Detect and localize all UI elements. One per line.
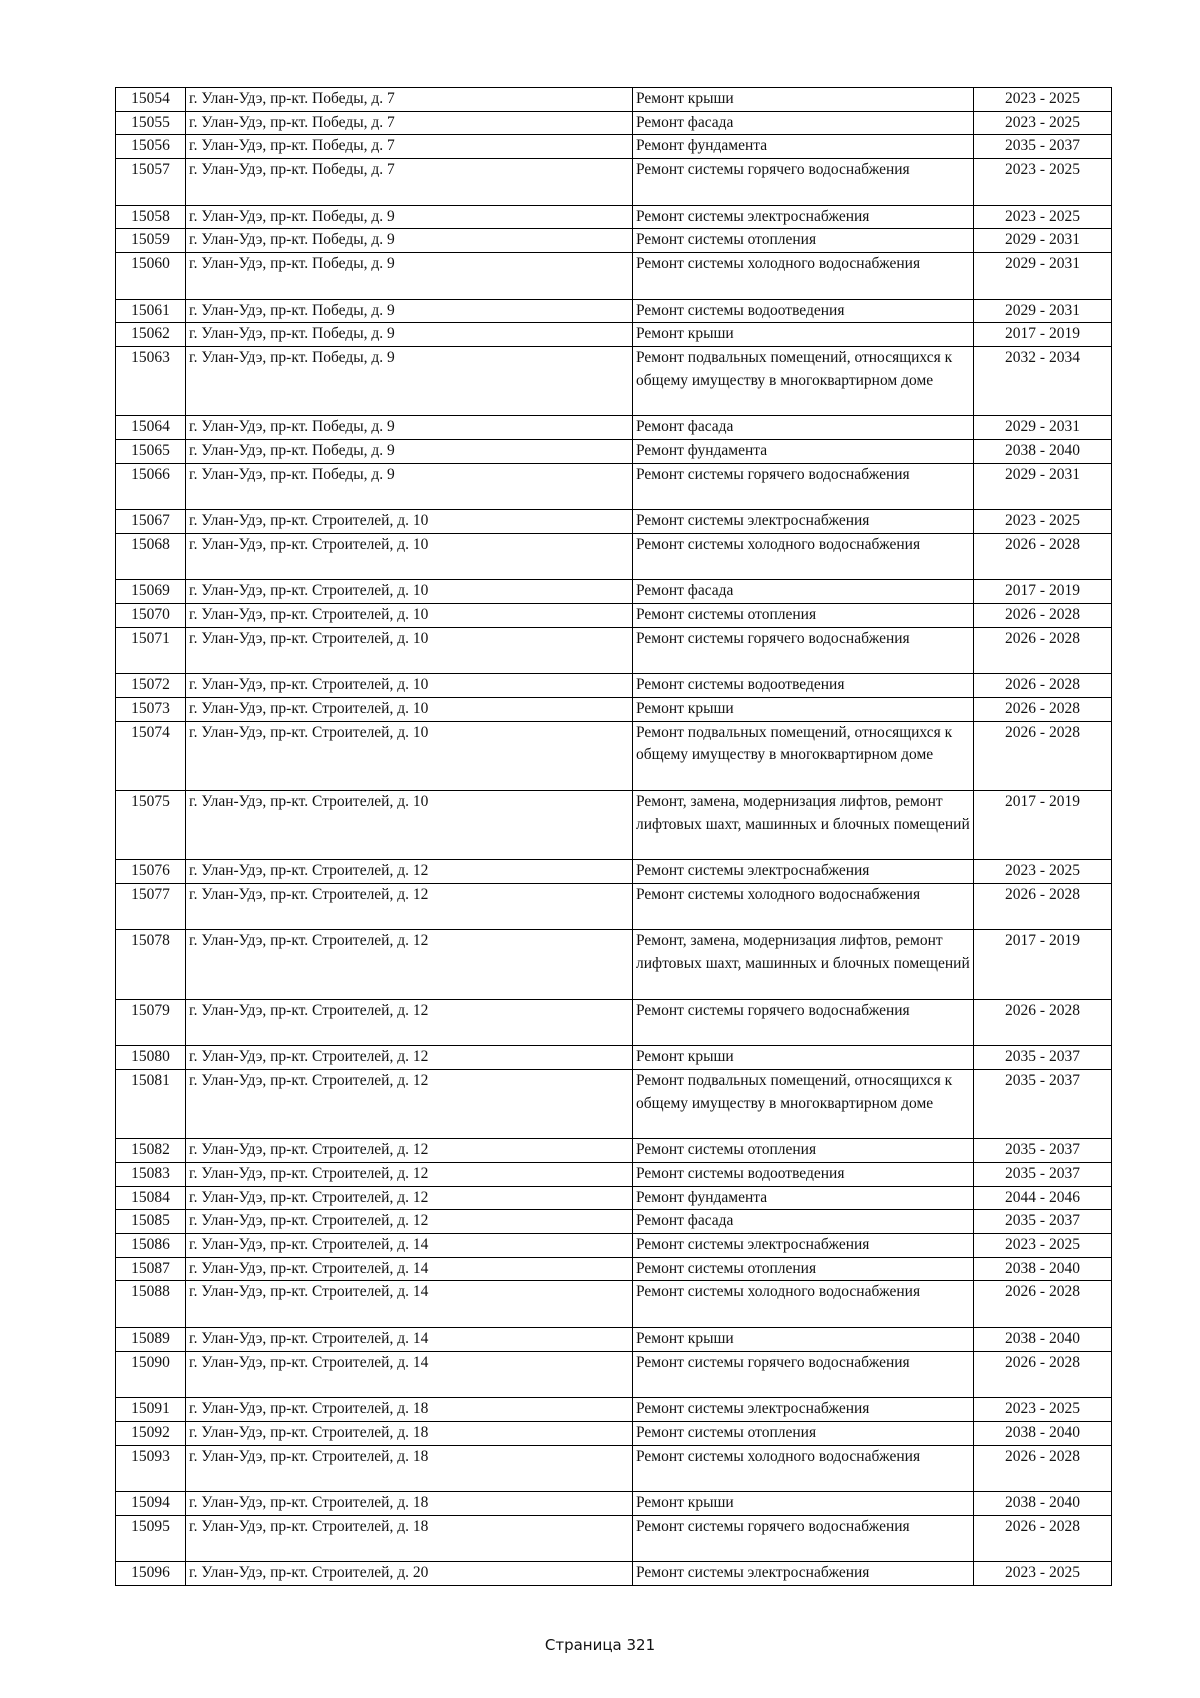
row-number-cell: 15067 — [116, 510, 186, 534]
address-cell: г. Улан-Удэ, пр-кт. Строителей, д. 12 — [186, 1210, 633, 1234]
work-type-cell: Ремонт системы водоотведения — [633, 1162, 974, 1186]
period-cell: 2026 - 2028 — [974, 999, 1112, 1046]
page-number: Страница 321 — [544, 1636, 656, 1654]
table-row — [116, 697, 1112, 721]
period-cell: 2017 - 2019 — [974, 323, 1112, 347]
work-type-cell: Ремонт крыши — [633, 323, 974, 347]
table-row — [116, 510, 1112, 534]
address-cell: г. Улан-Удэ, пр-кт. Строителей, д. 14 — [186, 1234, 633, 1258]
address-cell: г. Улан-Удэ, пр-кт. Победы, д. 7 — [186, 88, 633, 112]
period-cell: 2026 - 2028 — [974, 1351, 1112, 1398]
address-cell: г. Улан-Удэ, пр-кт. Строителей, д. 14 — [186, 1327, 633, 1351]
period-cell: 2026 - 2028 — [974, 674, 1112, 698]
row-number-cell: 15064 — [116, 416, 186, 440]
period-cell: 2023 - 2025 — [974, 159, 1112, 206]
work-type-cell: Ремонт крыши — [633, 1492, 974, 1516]
table-row — [116, 674, 1112, 698]
table-row — [116, 1515, 1112, 1562]
row-number-cell: 15086 — [116, 1234, 186, 1258]
row-number-cell: 15092 — [116, 1421, 186, 1445]
address-cell: г. Улан-Удэ, пр-кт. Победы, д. 9 — [186, 299, 633, 323]
period-cell: 2035 - 2037 — [974, 1210, 1112, 1234]
work-type-cell: Ремонт системы горячего водоснабжения — [633, 627, 974, 674]
table-row — [116, 1562, 1112, 1586]
row-number-cell: 15073 — [116, 697, 186, 721]
period-cell: 2029 - 2031 — [974, 229, 1112, 253]
work-type-cell: Ремонт фасада — [633, 580, 974, 604]
table-row — [116, 1234, 1112, 1258]
row-number-cell: 15088 — [116, 1281, 186, 1328]
address-cell: г. Улан-Удэ, пр-кт. Строителей, д. 12 — [186, 860, 633, 884]
row-number-cell: 15063 — [116, 346, 186, 415]
address-cell: г. Улан-Удэ, пр-кт. Строителей, д. 14 — [186, 1257, 633, 1281]
work-type-cell: Ремонт фасада — [633, 111, 974, 135]
work-type-cell: Ремонт крыши — [633, 697, 974, 721]
work-type-cell: Ремонт системы отопления — [633, 229, 974, 253]
period-cell: 2023 - 2025 — [974, 205, 1112, 229]
period-cell: 2035 - 2037 — [974, 1046, 1112, 1070]
period-cell: 2029 - 2031 — [974, 253, 1112, 300]
work-type-cell: Ремонт системы отопления — [633, 604, 974, 628]
row-number-cell: 15082 — [116, 1139, 186, 1163]
row-number-cell: 15054 — [116, 88, 186, 112]
address-cell: г. Улан-Удэ, пр-кт. Строителей, д. 12 — [186, 1046, 633, 1070]
row-number-cell: 15066 — [116, 463, 186, 510]
table-row — [116, 1210, 1112, 1234]
table-row — [116, 1445, 1112, 1492]
row-number-cell: 15090 — [116, 1351, 186, 1398]
address-cell: г. Улан-Удэ, пр-кт. Победы, д. 7 — [186, 135, 633, 159]
address-cell: г. Улан-Удэ, пр-кт. Строителей, д. 12 — [186, 930, 633, 999]
period-cell: 2026 - 2028 — [974, 883, 1112, 930]
period-cell: 2038 - 2040 — [974, 1257, 1112, 1281]
row-number-cell: 15094 — [116, 1492, 186, 1516]
address-cell: г. Улан-Удэ, пр-кт. Победы, д. 9 — [186, 463, 633, 510]
table-row — [116, 1398, 1112, 1422]
address-cell: г. Улан-Удэ, пр-кт. Строителей, д. 12 — [186, 1186, 633, 1210]
address-cell: г. Улан-Удэ, пр-кт. Строителей, д. 12 — [186, 1162, 633, 1186]
table-row — [116, 463, 1112, 510]
row-number-cell: 15095 — [116, 1515, 186, 1562]
work-type-cell: Ремонт крыши — [633, 1327, 974, 1351]
period-cell: 2038 - 2040 — [974, 439, 1112, 463]
period-cell: 2035 - 2037 — [974, 1069, 1112, 1138]
address-cell: г. Улан-Удэ, пр-кт. Победы, д. 9 — [186, 229, 633, 253]
address-cell: г. Улан-Удэ, пр-кт. Строителей, д. 18 — [186, 1445, 633, 1492]
work-type-cell: Ремонт системы холодного водоснабжения — [633, 253, 974, 300]
row-number-cell: 15055 — [116, 111, 186, 135]
table-row — [116, 1421, 1112, 1445]
period-cell: 2026 - 2028 — [974, 604, 1112, 628]
row-number-cell: 15060 — [116, 253, 186, 300]
period-cell: 2026 - 2028 — [974, 1515, 1112, 1562]
row-number-cell: 15057 — [116, 159, 186, 206]
table-row — [116, 205, 1112, 229]
period-cell: 2026 - 2028 — [974, 1445, 1112, 1492]
row-number-cell: 15058 — [116, 205, 186, 229]
table-row — [116, 1186, 1112, 1210]
table-row — [116, 1046, 1112, 1070]
address-cell: г. Улан-Удэ, пр-кт. Победы, д. 9 — [186, 205, 633, 229]
work-type-cell: Ремонт системы горячего водоснабжения — [633, 999, 974, 1046]
work-type-cell: Ремонт фасада — [633, 1210, 974, 1234]
row-number-cell: 15081 — [116, 1069, 186, 1138]
row-number-cell: 15071 — [116, 627, 186, 674]
table-row — [116, 999, 1112, 1046]
table-row — [116, 533, 1112, 580]
table-row — [116, 111, 1112, 135]
table-row — [116, 346, 1112, 415]
row-number-cell: 15093 — [116, 1445, 186, 1492]
period-cell: 2023 - 2025 — [974, 88, 1112, 112]
table-row — [116, 721, 1112, 790]
work-type-cell: Ремонт, замена, модернизация лифтов, ремонт лифтовых шахт, машинных и блочных помещений — [633, 790, 974, 859]
work-type-cell: Ремонт системы горячего водоснабжения — [633, 1515, 974, 1562]
period-cell: 2026 - 2028 — [974, 1281, 1112, 1328]
work-type-cell: Ремонт подвальных помещений, относящихся к общему имуществу в многоквартирном доме — [633, 721, 974, 790]
work-type-cell: Ремонт системы холодного водоснабжения — [633, 533, 974, 580]
address-cell: г. Улан-Удэ, пр-кт. Строителей, д. 14 — [186, 1281, 633, 1328]
period-cell: 2035 - 2037 — [974, 1162, 1112, 1186]
work-type-cell: Ремонт фундамента — [633, 135, 974, 159]
row-number-cell: 15056 — [116, 135, 186, 159]
table-row — [116, 1139, 1112, 1163]
address-cell: г. Улан-Удэ, пр-кт. Строителей, д. 10 — [186, 697, 633, 721]
table-row — [116, 159, 1112, 206]
work-type-cell: Ремонт системы водоотведения — [633, 299, 974, 323]
address-cell: г. Улан-Удэ, пр-кт. Строителей, д. 12 — [186, 883, 633, 930]
table-row — [116, 1257, 1112, 1281]
row-number-cell: 15077 — [116, 883, 186, 930]
table-body — [116, 88, 1112, 1586]
address-cell: г. Улан-Удэ, пр-кт. Строителей, д. 18 — [186, 1398, 633, 1422]
period-cell: 2026 - 2028 — [974, 627, 1112, 674]
row-number-cell: 15075 — [116, 790, 186, 859]
address-cell: г. Улан-Удэ, пр-кт. Строителей, д. 18 — [186, 1421, 633, 1445]
period-cell: 2035 - 2037 — [974, 1139, 1112, 1163]
work-type-cell: Ремонт подвальных помещений, относящихся к общему имуществу в многоквартирном доме — [633, 346, 974, 415]
table-row — [116, 580, 1112, 604]
address-cell: г. Улан-Удэ, пр-кт. Строителей, д. 18 — [186, 1515, 633, 1562]
period-cell: 2029 - 2031 — [974, 299, 1112, 323]
period-cell: 2023 - 2025 — [974, 1234, 1112, 1258]
period-cell: 2029 - 2031 — [974, 463, 1112, 510]
period-cell: 2044 - 2046 — [974, 1186, 1112, 1210]
period-cell: 2017 - 2019 — [974, 580, 1112, 604]
row-number-cell: 15078 — [116, 930, 186, 999]
table-row — [116, 1069, 1112, 1138]
address-cell: г. Улан-Удэ, пр-кт. Победы, д. 9 — [186, 416, 633, 440]
row-number-cell: 15087 — [116, 1257, 186, 1281]
address-cell: г. Улан-Удэ, пр-кт. Победы, д. 9 — [186, 346, 633, 415]
table-row — [116, 883, 1112, 930]
work-type-cell: Ремонт системы отопления — [633, 1139, 974, 1163]
address-cell: г. Улан-Удэ, пр-кт. Строителей, д. 10 — [186, 580, 633, 604]
address-cell: г. Улан-Удэ, пр-кт. Строителей, д. 10 — [186, 627, 633, 674]
table-row — [116, 1162, 1112, 1186]
period-cell: 2026 - 2028 — [974, 533, 1112, 580]
table-row — [116, 627, 1112, 674]
address-cell: г. Улан-Удэ, пр-кт. Строителей, д. 10 — [186, 674, 633, 698]
work-type-cell: Ремонт фундамента — [633, 1186, 974, 1210]
work-type-cell: Ремонт системы отопления — [633, 1257, 974, 1281]
period-cell: 2038 - 2040 — [974, 1327, 1112, 1351]
table-row — [116, 1351, 1112, 1398]
table-row — [116, 1327, 1112, 1351]
work-type-cell: Ремонт, замена, модернизация лифтов, ремонт лифтовых шахт, машинных и блочных помещений — [633, 930, 974, 999]
row-number-cell: 15068 — [116, 533, 186, 580]
period-cell: 2023 - 2025 — [974, 111, 1112, 135]
address-cell: г. Улан-Удэ, пр-кт. Победы, д. 7 — [186, 111, 633, 135]
table-row — [116, 135, 1112, 159]
row-number-cell: 15083 — [116, 1162, 186, 1186]
row-number-cell: 15059 — [116, 229, 186, 253]
row-number-cell: 15061 — [116, 299, 186, 323]
work-type-cell: Ремонт системы электроснабжения — [633, 510, 974, 534]
row-number-cell: 15096 — [116, 1562, 186, 1586]
address-cell: г. Улан-Удэ, пр-кт. Строителей, д. 10 — [186, 533, 633, 580]
period-cell: 2023 - 2025 — [974, 1562, 1112, 1586]
table-row — [116, 416, 1112, 440]
table-row — [116, 790, 1112, 859]
row-number-cell: 15069 — [116, 580, 186, 604]
row-number-cell: 15070 — [116, 604, 186, 628]
work-type-cell: Ремонт системы электроснабжения — [633, 860, 974, 884]
work-type-cell: Ремонт системы водоотведения — [633, 674, 974, 698]
row-number-cell: 15076 — [116, 860, 186, 884]
period-cell: 2032 - 2034 — [974, 346, 1112, 415]
row-number-cell: 15089 — [116, 1327, 186, 1351]
period-cell: 2023 - 2025 — [974, 1398, 1112, 1422]
table-row — [116, 88, 1112, 112]
address-cell: г. Улан-Удэ, пр-кт. Строителей, д. 10 — [186, 790, 633, 859]
work-type-cell: Ремонт системы холодного водоснабжения — [633, 1281, 974, 1328]
table-row — [116, 860, 1112, 884]
address-cell: г. Улан-Удэ, пр-кт. Строителей, д. 10 — [186, 510, 633, 534]
row-number-cell: 15080 — [116, 1046, 186, 1070]
address-cell: г. Улан-Удэ, пр-кт. Победы, д. 9 — [186, 439, 633, 463]
address-cell: г. Улан-Удэ, пр-кт. Строителей, д. 12 — [186, 1069, 633, 1138]
address-cell: г. Улан-Удэ, пр-кт. Победы, д. 7 — [186, 159, 633, 206]
row-number-cell: 15084 — [116, 1186, 186, 1210]
address-cell: г. Улан-Удэ, пр-кт. Строителей, д. 12 — [186, 1139, 633, 1163]
period-cell: 2026 - 2028 — [974, 721, 1112, 790]
row-number-cell: 15072 — [116, 674, 186, 698]
address-cell: г. Улан-Удэ, пр-кт. Строителей, д. 10 — [186, 721, 633, 790]
period-cell: 2038 - 2040 — [974, 1421, 1112, 1445]
work-type-cell: Ремонт системы электроснабжения — [633, 1562, 974, 1586]
period-cell: 2029 - 2031 — [974, 416, 1112, 440]
period-cell: 2023 - 2025 — [974, 860, 1112, 884]
table-row — [116, 323, 1112, 347]
work-type-cell: Ремонт системы холодного водоснабжения — [633, 1445, 974, 1492]
work-type-cell: Ремонт фасада — [633, 416, 974, 440]
work-type-cell: Ремонт системы отопления — [633, 1421, 974, 1445]
work-type-cell: Ремонт системы электроснабжения — [633, 205, 974, 229]
period-cell: 2023 - 2025 — [974, 510, 1112, 534]
work-type-cell: Ремонт системы горячего водоснабжения — [633, 159, 974, 206]
work-type-cell: Ремонт крыши — [633, 1046, 974, 1070]
period-cell: 2026 - 2028 — [974, 697, 1112, 721]
work-type-cell: Ремонт подвальных помещений, относящихся к общему имуществу в многоквартирном доме — [633, 1069, 974, 1138]
address-cell: г. Улан-Удэ, пр-кт. Строителей, д. 18 — [186, 1492, 633, 1516]
table-row — [116, 604, 1112, 628]
address-cell: г. Улан-Удэ, пр-кт. Строителей, д. 14 — [186, 1351, 633, 1398]
table-row — [116, 439, 1112, 463]
table-row — [116, 930, 1112, 999]
work-type-cell: Ремонт системы холодного водоснабжения — [633, 883, 974, 930]
table-row — [116, 1492, 1112, 1516]
address-cell: г. Улан-Удэ, пр-кт. Строителей, д. 20 — [186, 1562, 633, 1586]
work-type-cell: Ремонт системы горячего водоснабжения — [633, 463, 974, 510]
table-row — [116, 229, 1112, 253]
address-cell: г. Улан-Удэ, пр-кт. Строителей, д. 10 — [186, 604, 633, 628]
row-number-cell: 15085 — [116, 1210, 186, 1234]
address-cell: г. Улан-Удэ, пр-кт. Победы, д. 9 — [186, 253, 633, 300]
address-cell: г. Улан-Удэ, пр-кт. Строителей, д. 12 — [186, 999, 633, 1046]
table-row — [116, 253, 1112, 300]
row-number-cell: 15062 — [116, 323, 186, 347]
row-number-cell: 15079 — [116, 999, 186, 1046]
period-cell: 2017 - 2019 — [974, 790, 1112, 859]
period-cell: 2038 - 2040 — [974, 1492, 1112, 1516]
work-type-cell: Ремонт системы электроснабжения — [633, 1398, 974, 1422]
work-type-cell: Ремонт системы электроснабжения — [633, 1234, 974, 1258]
work-type-cell: Ремонт системы горячего водоснабжения — [633, 1351, 974, 1398]
work-type-cell: Ремонт фундамента — [633, 439, 974, 463]
work-type-cell: Ремонт крыши — [633, 88, 974, 112]
row-number-cell: 15091 — [116, 1398, 186, 1422]
row-number-cell: 15065 — [116, 439, 186, 463]
capital-repair-table — [115, 87, 1112, 1586]
period-cell: 2035 - 2037 — [974, 135, 1112, 159]
table-row — [116, 1281, 1112, 1328]
row-number-cell: 15074 — [116, 721, 186, 790]
period-cell: 2017 - 2019 — [974, 930, 1112, 999]
address-cell: г. Улан-Удэ, пр-кт. Победы, д. 9 — [186, 323, 633, 347]
table-row — [116, 299, 1112, 323]
